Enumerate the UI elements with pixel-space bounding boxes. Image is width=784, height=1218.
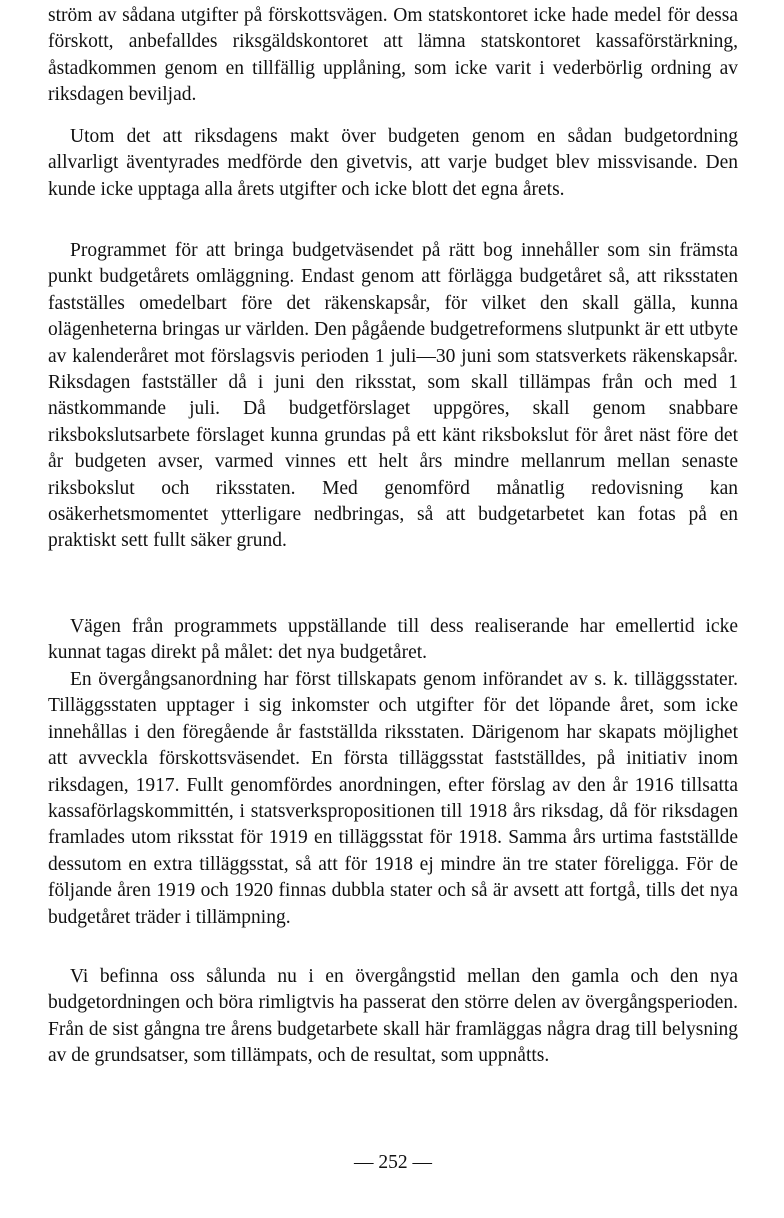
paragraph-continuation: ström av sådana utgifter på förskottsvägen. Om statskontoret icke hade medel för dessa förskott, anbefalldes riksgäldskontoret att lämna statskontoret kassaförstärkning, åstadkommen genom en tillfällig upplåning, som icke varit i vederbörlig ordning av riksdagen beviljad.	[48, 5, 738, 106]
paragraph: En övergångsanordning har först tillskapats genom införandet av s. k. tilläggsstater. Tilläggsstaten upptager i sig inkomster och utgifter för det löpande året, som icke innehållas i den föregående år fastställda riksstaten. Därigenom har skapats möjlighet att avveckla förskottsväsendet. En första tilläggsstat fastställdes, på initiativ inom riksdagen, 1917. Fullt genomfördes anordningen, efter förslag av den år 1916 tillsatta kassaförlagskommittén, i statsverkspropositionen till 1918 års riksdag, då för riksdagen framlades utom riksstat för 1919 en tilläggsstat för 1918. Samma års urtima fastställde dessutom en extra tilläggsstat, så att för 1918 ej mindre än tre stater föreligga. För de följande åren 1919 och 1920 finnas dubbla stater och så är avsett att fortgå, tills det nya budgetåret träder i tillämpning.	[48, 669, 738, 928]
paragraph: Programmet för att bringa budgetväsendet på rätt bog innehåller som sin främsta punkt budgetårets omläggning. Endast genom att förlägga budgetåret så, att riksstaten fastställes omedelbart före det räkenskapsår, för vilket den skall gälla, kunna olägenheterna bringas ur världen. Den pågående budgetreformens slutpunkt är ett utbyte av kalenderåret mot förslagsvis perioden 1 juli—30 juni som statsverkets räkenskapsår. Riksdagen fastställer då i juni den riksstat, som skall tillämpas från och med 1 nästkommande juli. Då budgetförslaget uppgöres, skall genom snabbare riksbokslutsarbete förslaget kunna grundas på ett känt riksbokslut för året näst före det år budgeten avser, varmed vinnes ett helt års mindre mellanrum mellan senaste riksbokslut och riksstaten. Med genomförd månatlig redovisning kan osäkerhetsmomentet ytterligare nedbringas, så att budgetarbetet kan fotas på en praktiskt sett fullt säker grund.	[48, 240, 738, 552]
paragraph: Utom det att riksdagens makt över budgeten genom en sådan budgetordning allvarligt äventyrades medförde den givetvis, att varje budget blev missvisande. Den kunde icke upptaga alla årets utgifter och icke blott det egna årets.	[48, 126, 738, 200]
paragraph: Vägen från programmets uppställande till dess realiserande har emellertid icke kunnat tagas direkt på målet: det nya budgetåret.	[48, 616, 738, 664]
paragraph: Vi befinna oss sålunda nu i en övergångstid mellan den gamla och den nya budgetordningen och böra rimligtvis ha passerat den större delen av övergångsperioden. Från de sist gångna tre årens budgetarbete skall här framläggas några drag till belysning av de grundsatser, som tillämpats, och de resultat, som uppnåtts.	[48, 966, 738, 1067]
page-number: — 252 —	[354, 1152, 432, 1173]
document-page	[48, 0, 738, 1218]
